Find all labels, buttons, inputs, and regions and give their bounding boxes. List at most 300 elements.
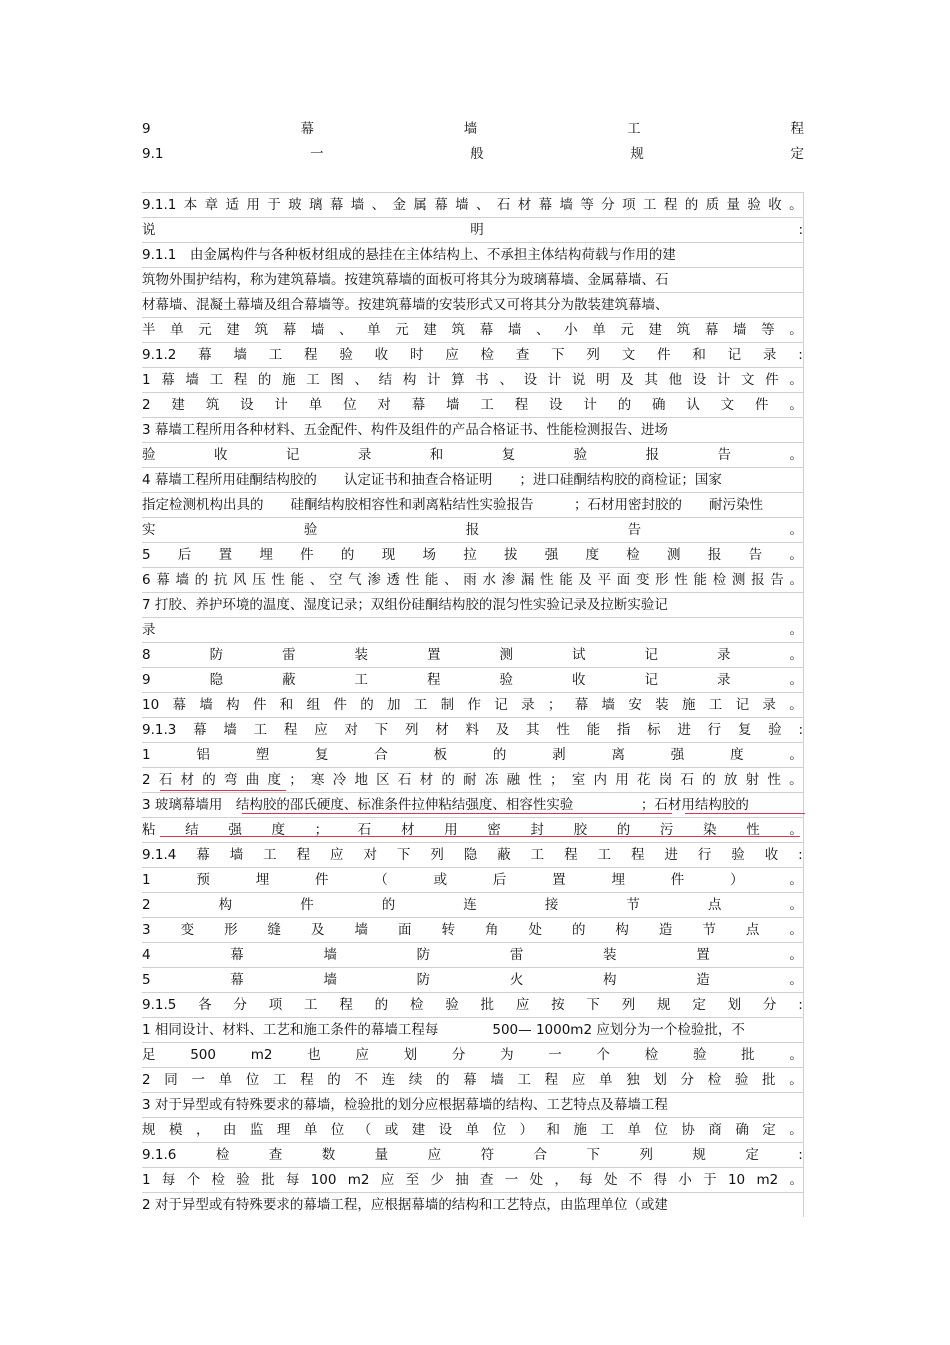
text-token: 预	[196, 872, 210, 888]
text-token: 复	[737, 722, 752, 738]
text-token: 能	[559, 572, 573, 588]
text-token: 的	[702, 772, 716, 788]
text-line	[142, 617, 804, 642]
text-token: 。	[789, 572, 803, 588]
text-token: 不	[354, 1072, 368, 1088]
text-token: 应	[380, 1172, 395, 1188]
text-token: 幕	[329, 197, 344, 213]
text-token: 收	[768, 197, 782, 213]
text-line	[142, 367, 804, 392]
text-token: 。	[789, 1172, 803, 1188]
text-token: 般	[470, 146, 484, 162]
text-line	[142, 417, 804, 442]
text-token: 2	[142, 897, 151, 913]
text-token: 防	[416, 972, 431, 988]
text-token: 记	[735, 697, 750, 713]
text-line	[142, 192, 804, 217]
text-token: 位	[245, 1072, 260, 1088]
text-token: 的	[571, 922, 586, 938]
text-token: 规	[692, 1147, 706, 1163]
text-token: 各	[198, 997, 212, 1013]
text-token: 和	[429, 447, 444, 463]
text-token: 筑物外围护结构，称为建筑幕墙。按建筑幕墙的面板可将其分为玻璃幕墙、金属幕墙、石	[142, 272, 669, 288]
text-token: 独	[626, 1072, 640, 1088]
text-token: 设	[523, 372, 538, 388]
text-token: 每	[161, 1172, 176, 1188]
text-token: 验	[339, 347, 353, 363]
text-token: 的	[257, 372, 272, 388]
text-token: 构	[603, 972, 617, 988]
text-token: 结	[185, 822, 199, 838]
text-token: 文	[741, 372, 755, 388]
text-token: 单	[170, 322, 184, 338]
text-token: 3 玻璃幕墙用 结构胶的邵氏硬度、标准条件拉伸粘结强度、相容性实验 ；石材用结构胶的	[142, 797, 749, 813]
text-token: 验	[731, 847, 745, 863]
text-token: 收	[572, 672, 586, 688]
text-token: 塑	[255, 747, 270, 763]
text-token: 构	[615, 922, 629, 938]
text-token: 铝	[196, 747, 210, 763]
text-token: 污	[659, 822, 674, 838]
text-token: 8	[142, 647, 151, 663]
text-token: 置	[696, 947, 710, 963]
text-token: 测	[499, 647, 514, 663]
text-token: 录	[762, 697, 776, 713]
text-token: 板	[433, 747, 448, 763]
text-token: 璃	[308, 197, 323, 213]
text-token: 接	[544, 897, 559, 913]
text-token: 施	[681, 697, 696, 713]
text-token: 记	[285, 447, 300, 463]
text-token: 1 相同设计、材料、工艺和施工条件的幕墙工程每 500— 1000m2 应划分为一个检验批，不	[142, 1022, 745, 1038]
text-token: 检	[409, 997, 424, 1013]
text-token: 幕	[411, 397, 426, 413]
text-token: 的	[441, 772, 455, 788]
text-token: 列	[430, 847, 444, 863]
text-token: 染	[703, 822, 717, 838]
text-token: 2 对于异型或有特殊要求的幕墙工程，应根据幕墙的结构和工艺特点，由监理单位（或建	[142, 1197, 668, 1213]
text-line	[142, 692, 804, 717]
text-token: 筑	[451, 322, 466, 338]
text-line	[142, 842, 804, 867]
text-token: 墙	[223, 722, 237, 738]
text-token: 记	[494, 697, 508, 713]
text-token: ）	[730, 872, 744, 888]
text-token: 录	[716, 672, 731, 688]
text-token: 属	[413, 197, 427, 213]
text-token: 合	[374, 747, 388, 763]
text-token: 元	[395, 322, 409, 338]
text-token: 应	[314, 722, 328, 738]
text-token: 性	[405, 572, 420, 588]
text-token: 一	[504, 1172, 519, 1188]
text-token: 3 对于异型或有特殊要求的幕墙，检验批的划分应根据幕墙的结构、工艺特点及幕墙工程	[142, 1097, 668, 1113]
text-token: 不	[628, 1172, 643, 1188]
text-token: 告	[717, 447, 731, 463]
text-token: 墙	[185, 372, 199, 388]
text-token: 足	[142, 1047, 156, 1063]
text-token: 合	[533, 1147, 548, 1163]
text-token: 石	[357, 822, 372, 838]
text-token: 位	[492, 1122, 507, 1138]
text-token: 料	[465, 722, 480, 738]
text-token: 构	[226, 697, 240, 713]
text-token: 下	[586, 997, 600, 1013]
text-token: 埋	[611, 872, 625, 888]
text-token: 金	[392, 197, 406, 213]
text-token: 、	[309, 572, 324, 588]
text-token: 性	[556, 722, 570, 738]
text-token: 试	[572, 647, 586, 663]
text-token: 位	[654, 1122, 668, 1138]
text-token: 验	[142, 447, 156, 463]
text-token: 弯	[224, 772, 238, 788]
text-token: 列	[639, 1147, 653, 1163]
text-line	[142, 867, 804, 892]
text-token: 计	[274, 397, 288, 413]
text-token: 石	[158, 772, 173, 788]
text-token: 度	[271, 822, 285, 838]
text-token: 的	[616, 822, 631, 838]
text-token: 应	[355, 1047, 369, 1063]
text-token: 查	[268, 1147, 283, 1163]
text-token: 协	[681, 1122, 695, 1138]
text-token: 墙	[233, 347, 247, 363]
text-token: 墙	[732, 322, 747, 338]
text-token: 工	[642, 197, 657, 213]
text-token: 程	[296, 847, 311, 863]
text-line	[142, 142, 804, 167]
text-token: 墙	[455, 197, 469, 213]
text-token: 渗	[501, 572, 516, 588]
text-token: 书	[475, 372, 489, 388]
text-token: 计	[583, 397, 597, 413]
text-token: 作	[467, 697, 481, 713]
text-token: 。	[789, 897, 803, 913]
text-token: 检	[712, 572, 727, 588]
text-token: 空	[328, 572, 343, 588]
text-token: 单	[308, 397, 323, 413]
text-token: 应	[515, 997, 530, 1013]
text-token: 冷	[332, 772, 347, 788]
text-token: 。	[789, 747, 803, 763]
text-token: 程	[514, 397, 529, 413]
text-token: 。	[789, 822, 803, 838]
text-token: 告	[770, 572, 784, 588]
text-line	[142, 717, 804, 742]
text-token: 也	[307, 1047, 321, 1063]
text-token: 确	[735, 1122, 749, 1138]
text-token: 收	[213, 447, 228, 463]
text-token: 剥	[552, 747, 566, 763]
text-line	[142, 342, 804, 367]
text-token: 规	[630, 146, 644, 162]
text-token: 记	[727, 347, 742, 363]
text-token: 地	[354, 772, 368, 788]
text-token: 幕	[463, 1072, 477, 1088]
text-token: 后	[492, 872, 507, 888]
text-token: 9.1.3	[142, 722, 177, 738]
text-token: 时	[409, 347, 424, 363]
text-token: 工	[597, 847, 612, 863]
text-token: 分	[451, 1047, 466, 1063]
text-token: 件	[657, 347, 671, 363]
text-token: 雷	[282, 647, 296, 663]
text-token: 或	[384, 1122, 399, 1138]
text-token: 进	[664, 847, 678, 863]
text-token: 工	[708, 697, 723, 713]
text-token: 程	[663, 197, 678, 213]
text-token: 对	[363, 847, 377, 863]
text-token: 火	[509, 972, 524, 988]
text-token: 现	[381, 547, 396, 563]
text-token: 3 幕墙工程所用各种材料、五金配件、构件及组件的产品合格证书、性能检测报告、进场	[142, 422, 668, 438]
text-token: 室	[571, 772, 586, 788]
text-token: :	[798, 997, 803, 1013]
text-line	[142, 967, 804, 992]
text-token: 下	[586, 1147, 600, 1163]
text-token: 。	[789, 622, 803, 638]
text-token: 幕	[538, 197, 553, 213]
text-token: 程	[233, 372, 248, 388]
text-token: 。	[789, 647, 803, 663]
text-token: 验	[303, 522, 318, 538]
text-token: 、	[354, 372, 368, 388]
text-token: 抗	[213, 572, 228, 588]
text-token: 隐	[463, 847, 478, 863]
text-token: 验	[747, 197, 761, 213]
text-line	[142, 1017, 804, 1042]
text-token: 胶	[573, 822, 588, 838]
text-token: 明	[596, 372, 610, 388]
text-token: 建	[411, 1122, 426, 1138]
text-token: 一	[310, 146, 324, 162]
text-token: 墙	[350, 197, 365, 213]
text-token: 等	[761, 322, 775, 338]
text-token: 墙	[310, 322, 325, 338]
text-line	[142, 942, 804, 967]
text-token: 程	[300, 1072, 314, 1088]
text-token: 位	[330, 1122, 345, 1138]
text-token: 幕	[479, 322, 494, 338]
text-token: 漏	[520, 572, 535, 588]
text-token: 记	[644, 672, 658, 688]
text-token: 他	[668, 372, 683, 388]
text-token: 指定检测机构出具的 硅酮结构胶相容性和剥离粘结性实验报告 ；石材用密封胶的 耐污染性	[142, 497, 763, 513]
text-token: 的	[374, 997, 389, 1013]
text-token: （	[374, 872, 388, 888]
text-token: 角	[484, 922, 499, 938]
text-token: 9.1.6	[142, 1147, 177, 1163]
text-line	[142, 767, 804, 792]
text-token: 1	[142, 872, 151, 888]
text-token: 得	[653, 1172, 668, 1188]
text-token: 和	[546, 1122, 561, 1138]
text-token: 查	[515, 347, 530, 363]
text-token: 个	[596, 1047, 610, 1063]
text-token: 工	[272, 1072, 287, 1088]
text-token: 及	[578, 572, 592, 588]
text-token: 符	[480, 1147, 495, 1163]
text-token: 、	[535, 322, 550, 338]
text-token: 拉	[463, 547, 477, 563]
text-token: 性	[271, 572, 285, 588]
text-token: 变	[635, 572, 650, 588]
text-token: 记	[644, 647, 658, 663]
text-line	[142, 1092, 804, 1117]
text-token: 9.1.4	[142, 847, 177, 863]
text-token: 雷	[509, 947, 524, 963]
text-token: 冻	[484, 772, 499, 788]
text-token: m2	[347, 1172, 370, 1188]
text-token: 的	[492, 747, 507, 763]
text-token: 墙	[354, 922, 369, 938]
text-token: 工	[480, 397, 494, 413]
text-token: 置	[552, 872, 566, 888]
text-token: 射	[745, 772, 760, 788]
text-token: 说	[571, 372, 586, 388]
text-line	[142, 1042, 804, 1067]
text-token: 下	[551, 347, 565, 363]
text-token: 气	[348, 572, 362, 588]
text-token: 单	[592, 322, 606, 338]
text-token: 用	[615, 772, 629, 788]
red-underline-2	[242, 813, 672, 814]
text-token: 。	[789, 1047, 803, 1063]
text-token: 于	[703, 1172, 717, 1188]
text-token: 对	[377, 397, 391, 413]
text-token: 工	[253, 722, 268, 738]
text-token: 点	[707, 897, 722, 913]
text-token: m2	[250, 1047, 273, 1063]
text-token: 应	[330, 847, 344, 863]
text-token: 计	[547, 372, 562, 388]
text-token: 下	[374, 722, 389, 738]
text-token: 场	[422, 547, 436, 563]
text-token: 或	[433, 872, 448, 888]
text-token: 程	[630, 847, 645, 863]
text-token: 墙	[229, 847, 244, 863]
text-token: 检	[211, 1172, 225, 1188]
text-token: 的	[340, 547, 355, 563]
text-token: 程	[564, 847, 578, 863]
text-token: 的	[202, 772, 216, 788]
text-token: 施	[282, 372, 296, 388]
text-line	[142, 467, 804, 492]
text-token: :	[798, 347, 803, 363]
text-token: 水	[482, 572, 496, 588]
text-token: 和	[279, 697, 294, 713]
text-token: 程	[339, 997, 353, 1013]
text-token: 加	[387, 697, 401, 713]
text-token: 。	[789, 772, 803, 788]
text-line	[142, 217, 804, 242]
text-token: 建	[171, 397, 185, 413]
text-token: 材幕墙、混凝土幕墙及组合幕墙等。按建筑幕墙的安装形式又可将其分为散装建筑幕墙、	[142, 297, 669, 313]
text-token: 行	[707, 722, 722, 738]
text-token: 幕	[704, 322, 719, 338]
text-token: 10	[727, 1172, 746, 1188]
text-token: 和	[692, 347, 706, 363]
text-token: 其	[526, 722, 540, 738]
text-line	[142, 667, 804, 692]
text-token: 录	[521, 697, 535, 713]
text-line	[142, 992, 804, 1017]
text-token: 节	[626, 897, 640, 913]
text-token: 。	[789, 447, 803, 463]
text-token: 单	[627, 1122, 641, 1138]
text-line	[142, 242, 804, 267]
text-token: 置	[218, 547, 233, 563]
text-token: 花	[636, 772, 651, 788]
text-token: 幕	[230, 947, 244, 963]
text-token: 100	[310, 1172, 337, 1188]
text-token: 复	[314, 747, 329, 763]
text-token: 9.1.2	[142, 347, 177, 363]
text-token: 模	[168, 1122, 183, 1138]
text-token: :	[798, 847, 803, 863]
text-token: 理	[276, 1122, 291, 1138]
text-token: 告	[627, 522, 642, 538]
text-token: 幕	[161, 372, 175, 388]
text-token: 件	[333, 697, 347, 713]
text-token: 工	[627, 121, 641, 137]
text-token: 1	[142, 747, 151, 763]
text-token: 分	[233, 997, 247, 1013]
text-token: 图	[330, 372, 344, 388]
text-token: 工	[304, 997, 318, 1013]
text-token: 4 幕墙工程所用硅酮结构胶的 认定证书和抽查合格证明 ；进口硅酮结构胶的商检证；国家	[142, 472, 722, 488]
text-token: 程	[790, 121, 804, 137]
text-token: 工	[517, 1072, 531, 1088]
text-token: 强	[228, 822, 242, 838]
text-token: 件	[314, 872, 329, 888]
text-line	[142, 642, 804, 667]
text-token: 分	[601, 197, 615, 213]
text-token: 批	[480, 997, 495, 1013]
text-token: 设	[549, 397, 563, 413]
text-token: 的	[327, 1072, 341, 1088]
text-token: 用	[246, 197, 260, 213]
text-token: 2	[142, 772, 151, 788]
text-token: 报	[465, 522, 480, 538]
text-token: 量	[726, 197, 740, 213]
text-token: 石	[496, 197, 511, 213]
text-token: 对	[344, 722, 358, 738]
text-token: 单	[303, 1122, 318, 1138]
text-token: ；	[547, 697, 562, 713]
text-token: 个	[186, 1172, 201, 1188]
text-token: 雨	[463, 572, 477, 588]
text-token: :	[798, 722, 803, 738]
text-token: 。	[789, 547, 803, 563]
text-line	[142, 1117, 804, 1142]
text-token: 密	[487, 822, 501, 838]
text-token: 程	[283, 722, 298, 738]
text-token: 面	[616, 572, 631, 588]
text-token: ）	[519, 1122, 534, 1138]
text-token: 融	[506, 772, 521, 788]
text-token: 工	[306, 372, 320, 388]
text-token: 为	[500, 1047, 514, 1063]
text-token: 防	[416, 947, 431, 963]
text-token: 文	[720, 397, 735, 413]
text-token: 的	[194, 572, 209, 588]
text-token: 算	[451, 372, 465, 388]
text-token: 性	[746, 822, 760, 838]
text-token: 。	[789, 947, 803, 963]
text-token: 5	[142, 547, 151, 563]
